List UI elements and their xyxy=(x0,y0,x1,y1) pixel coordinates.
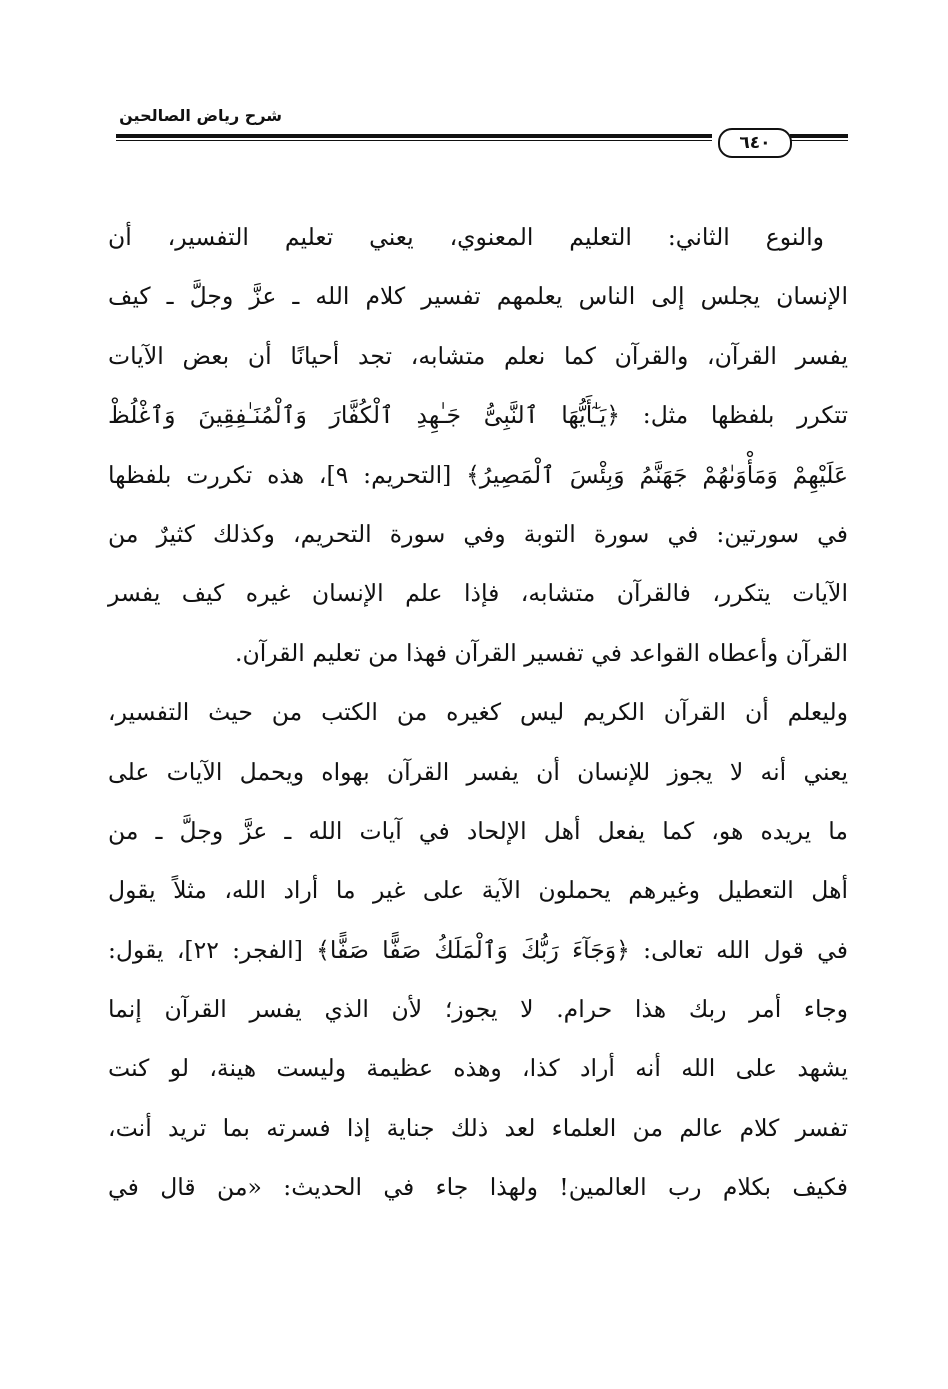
text-line: يفسر القرآن، والقرآن كما نعلم متشابه، تجد أحيانًا أن بعض الآيات xyxy=(108,341,848,370)
text-line: تفسر كلام عالم من العلماء لعد ذلك جناية إذا فسرته بما تريد أنت، xyxy=(108,1113,848,1142)
text-line: يعني أنه لا يجوز للإنسان أن يفسر القرآن بهواه ويحمل الآيات على xyxy=(108,757,848,786)
text-line: الإنسان يجلس إلى الناس يعلمهم تفسير كلام الله ـ عزَّ وجلَّ ـ كيف xyxy=(108,282,848,311)
page-number: ٦٤٠ xyxy=(718,128,792,158)
text-line: تتكرر بلفظها مثل: ﴿يَـٰٓأَيُّهَا ٱلنَّبِىُّ جَـٰهِدِ ٱلْكُفَّارَ وَٱلْمُنَـٰفِقِينَ وَٱغْلُظْ xyxy=(108,401,848,430)
text-line: في قول الله تعالى: ﴿وَجَآءَ رَبُّكَ وَٱلْمَلَكُ صَفًّا صَفًّا﴾ [الفجر: ٢٢]، يقول: xyxy=(108,935,848,964)
header-rule-left xyxy=(116,134,712,141)
text-line: عَلَيْهِمْ وَمَأْوَىٰهُمْ جَهَنَّمُ وَبِئْسَ ٱلْمَصِيرُ﴾ [التحريم: ٩]، هذه تكررت بلفظها xyxy=(108,460,849,489)
text-line: يشهد على الله أنه أراد كذا، وهذه عظيمة وليست هينة، لو كنت xyxy=(108,1054,848,1083)
text-line: والنوع الثاني: التعليم المعنوي، يعني تعليم التفسير، أن xyxy=(108,223,824,251)
text-line: ما يريده هو، كما يفعل أهل الإلحاد في آيات الله ـ عزَّ وجلَّ ـ من xyxy=(108,816,848,845)
page-header xyxy=(116,100,848,160)
text-line: فكيف بكلام رب العالمين! ولهذا جاء في الحديث: «من قال في xyxy=(108,1173,848,1202)
text-line: القرآن وأعطاه القواعد في تفسير القرآن فهذا من تعليم القرآن. xyxy=(234,638,848,667)
body-text xyxy=(108,208,848,1218)
header-rule-right xyxy=(790,134,848,141)
text-line: أهل التعطيل وغيرهم يحملون الآية على غير ما أراد الله، مثلاً يقول xyxy=(108,876,848,905)
book-title: شرح رياض الصالحين xyxy=(119,106,282,125)
text-line: الآيات يتكرر، فالقرآن متشابه، فإذا علم الإنسان غيره كيف يفسر xyxy=(108,579,848,608)
text-line: في سورتين: في سورة التوبة وفي سورة التحريم، وكذلك كثيرٌ من xyxy=(108,519,848,548)
text-line: وجاء أمر ربك هذا حرام. لا يجوز؛ لأن الذي يفسر القرآن إنما xyxy=(108,995,848,1024)
text-line: وليعلم أن القرآن الكريم ليس كغيره من الكتب من حيث التفسير، xyxy=(108,698,848,727)
